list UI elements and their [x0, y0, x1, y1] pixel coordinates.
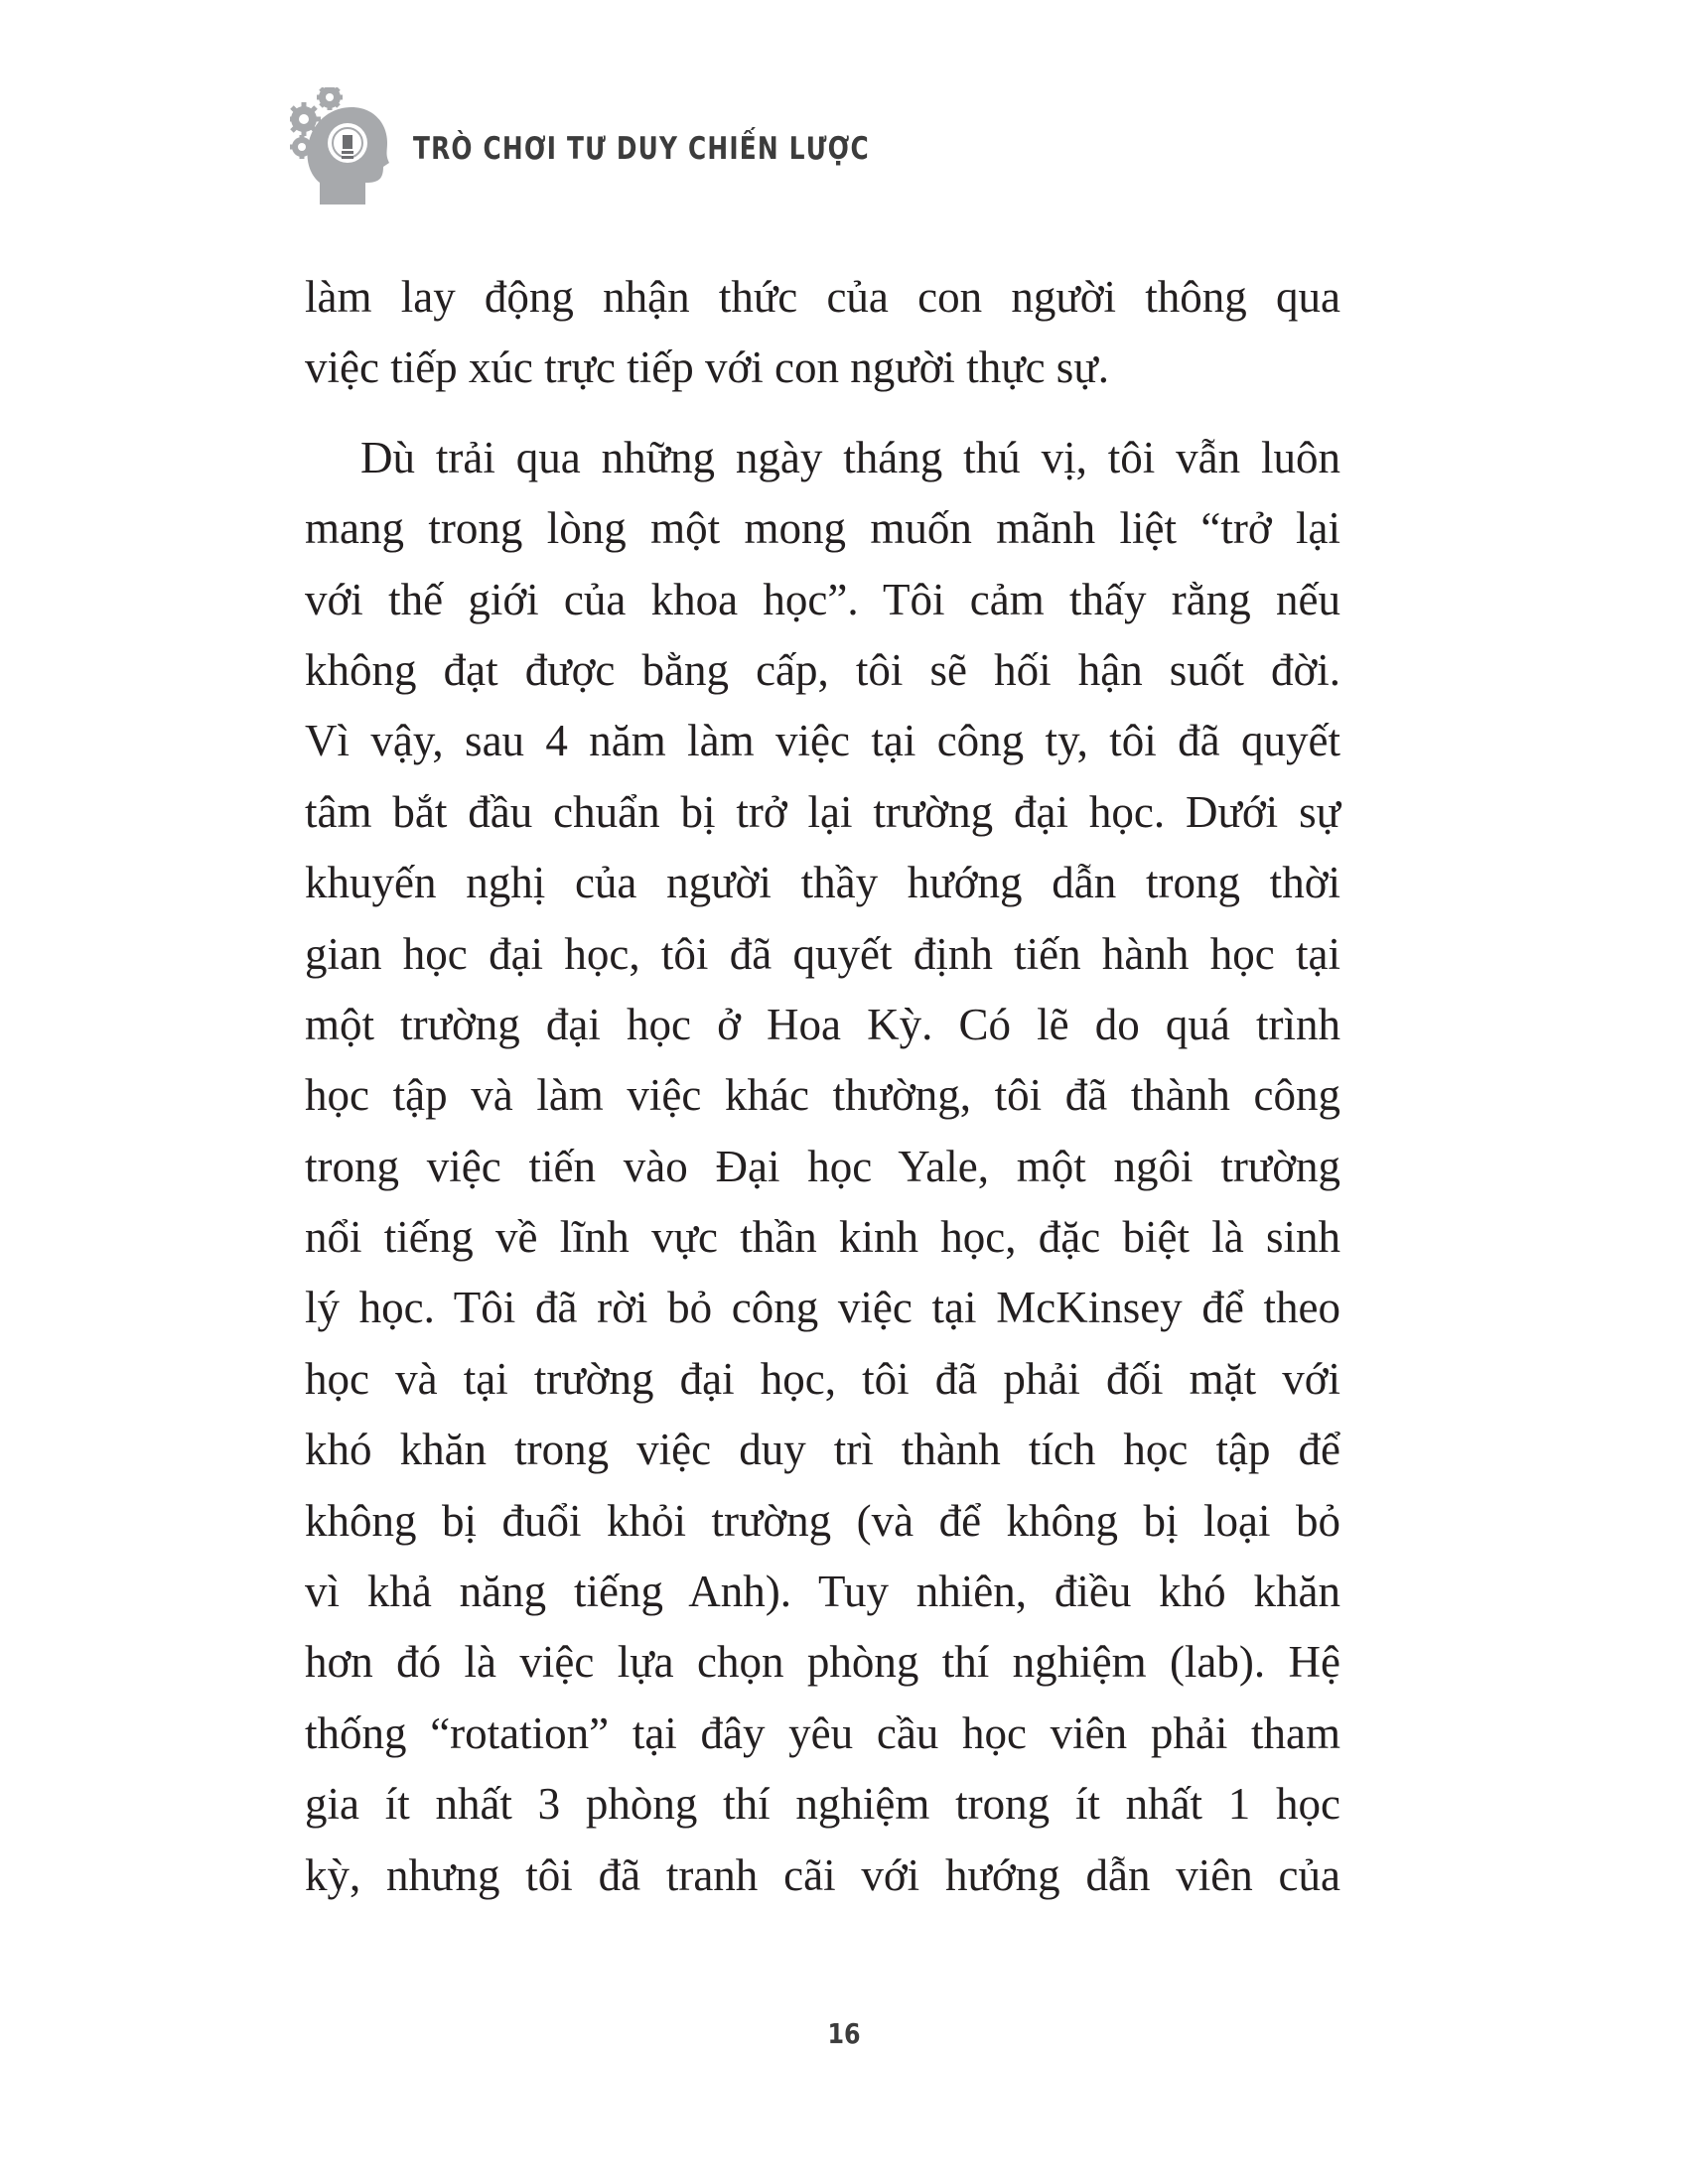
text-line: Vì vậy, sau 4 năm làm việc tại công ty, tôi đã quyết	[305, 716, 1340, 766]
text-line: mang trong lòng một mong muốn mãnh liệt “trở lại	[305, 503, 1340, 554]
text-line: gia ít nhất 3 phòng thí nghiệm trong ít nhất 1 học	[305, 1779, 1340, 1830]
text-line: trong việc tiến vào Đại học Yale, một ngôi trường	[305, 1141, 1340, 1191]
text-line: nổi tiếng về lĩnh vực thần kinh học, đặc biệt là sinh	[305, 1212, 1340, 1263]
text-line: khuyến nghị của người thầy hướng dẫn trong thời	[305, 858, 1340, 908]
text-line: thống “rotation” tại đây yêu cầu học viên phải tham	[305, 1707, 1340, 1758]
text-line: Dù trải qua những ngày tháng thú vị, tôi vẫn luôn	[360, 432, 1340, 482]
text-line: khó khăn trong việc duy trì thành tích học tập để	[305, 1425, 1340, 1475]
text-line: tâm bắt đầu chuẩn bị trở lại trường đại học. Dưới sự	[305, 786, 1340, 837]
text-line: việc tiếp xúc trực tiếp với con người thực sự.	[305, 342, 1109, 393]
text-line: vì khả năng tiếng Anh). Tuy nhiên, điều khó khăn	[305, 1567, 1340, 1617]
text-line: một trường đại học ở Hoa Kỳ. Có lẽ do quá trình	[305, 999, 1340, 1049]
text-line: không đạt được bằng cấp, tôi sẽ hối hận suốt đời.	[305, 644, 1340, 695]
paragraph	[305, 423, 1340, 1911]
text-line: không bị đuổi khỏi trường (và để không bị loại bỏ	[305, 1495, 1340, 1546]
body-text	[305, 262, 1340, 1911]
text-line: làm lay động nhận thức của con người thông qua	[305, 272, 1340, 322]
text-line: lý học. Tôi đã rời bỏ công việc tại McKinsey để theo	[305, 1283, 1340, 1333]
text-line: kỳ, nhưng tôi đã tranh cãi với hướng dẫn viên của	[305, 1849, 1340, 1900]
text-line: học và tại trường đại học, tôi đã phải đối mặt với	[305, 1353, 1340, 1404]
text-line: gian học đại học, tôi đã quyết định tiến hành học tại	[305, 928, 1340, 979]
running-header	[290, 87, 1184, 216]
text-line: hơn đó là việc lựa chọn phòng thí nghiệm (lab). Hệ	[305, 1637, 1340, 1688]
text-line: với thế giới của khoa học”. Tôi cảm thấy rằng nếu	[305, 574, 1340, 624]
head-gears-lightbulb-icon	[290, 87, 389, 210]
paragraph	[305, 262, 1340, 404]
running-header-title: TRÒ CHƠI TƯ DUY CHIẾN LƯỢC	[413, 131, 870, 167]
text-line: học tập và làm việc khác thường, tôi đã thành công	[305, 1070, 1340, 1121]
page-number: 16	[827, 2017, 861, 2050]
